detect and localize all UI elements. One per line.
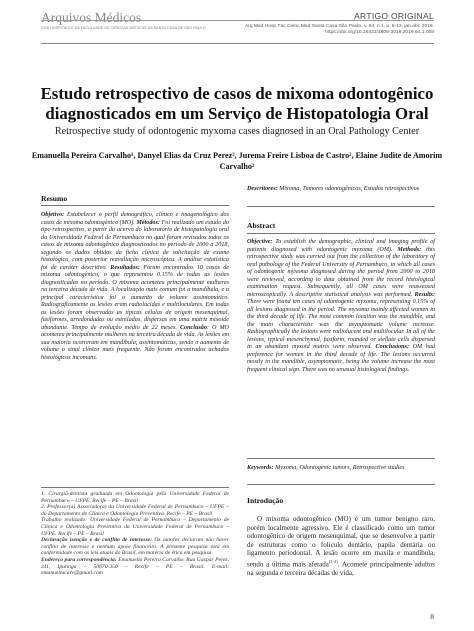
author-list: Emanuella Pereira Carvalho¹, Danyel Elias da Cruz Perez², Jurema Freire Lisboa de Castro², Elaine Judite de Amorim Carvalho² <box>31 151 443 171</box>
declaracao-text: Os autores declaram não haver conflito de interesse e nenhum apoio financeiro. A presente pesquisa está em conformidade com as leis atuais do Brasil, em matéria de ética em pesquisa. <box>41 537 229 557</box>
descritores-divider <box>247 206 435 207</box>
footnotes <box>41 491 229 577</box>
keywords <box>247 465 435 473</box>
footnote-trabalho: Trabalho realizado: Universidade Federal de Pernambuco – Departamento de Clínica e Odontologia Preventiva da Universidade Federal de Pernambuco – UFPE. Recife – PE – Brasil <box>41 517 229 537</box>
descritores-label: Descritores: <box>247 186 278 192</box>
conclusions-label: Conclusions: <box>375 344 409 350</box>
keywords-top-divider <box>247 458 435 459</box>
resultados-text: Foram encontrados 10 casos de mixoma odontogênico, o que representou 0.15% de todas as lesões diagnosticadas no período. O mixoma acometeu principalmente mulheres na terceira década de vida. A localização mais comum foi a mandíbula, e a principal característica foi o aumento de volume assintomático. Radiograficamente as lesões eram radiolúcidas e multiloculares. Em todas as lesões foram observadas as típicas células de origem mesenquimal, fusiformes, arredondadas ou estreladas, dispersas em uma matriz mixoide abundante. Tempo de evolução médio de 22 meses. <box>41 264 229 331</box>
header-bottom-divider <box>41 43 434 44</box>
intro-text <box>247 515 435 577</box>
resultados-label: Resultados: <box>110 264 140 271</box>
intro-paragraph: O mixoma odontogênico (MO) é um tumor benigno raro, porém localmente agressivo. Ele é classificado como um tumor odontogênico de origem mesenquimal, que se desenvolve a partir de estruturas como o folículo dentário, papila dentária ou ligamento periodontal. A lesão ocorre em maxila e mandíbula, sendo a última mais afetada <box>247 515 435 569</box>
footnote-endereco <box>41 557 229 577</box>
footnote-1: 1. Cirurgiã-dentista graduada em Odontologia pela Universidade Federal de Pernambuco – UFPE. Recife – PE – Brasil <box>41 491 229 504</box>
article-title-english: Retrospective study of odontogenic myxoma cases diagnosed in an Oral Pathology Center <box>54 126 420 137</box>
article-type-label: ARTIGO ORIGINAL <box>354 11 434 21</box>
metodos-label: Métodos: <box>136 219 160 226</box>
descritores-text: Mixoma, Tumores odontogênicos, Estudos retrospectivos <box>277 186 420 192</box>
footnote-2: 2. Professor(a) Associado(a) da Universidade Federal de Pernambuco – UFPE – do Departamento de Clínica e Odontologia Preventiva. Recife – PE – Brasil <box>41 504 229 517</box>
metodos-text: Foi realizado um estudo do tipo retrospectivo, a partir do acervo do laboratório de histopatologia oral da Universidade Federal de Pernambuco no qual foram revisados todos os casos de mixoma odontogênico diagnosticados no período de 2000 a 2018, segundo os dados obtidos da ficha clínica de solicitação de exame histológico, com posterior reavaliação microscópica. A análise estatística foi de caráter descritivo. <box>41 219 229 271</box>
intro-heading: Introdução <box>247 496 284 505</box>
objetivo-label: Objetivo: <box>41 212 65 218</box>
resumo-text <box>41 212 229 362</box>
endereco-text: Emanuella Pereira Carvalho. Rua Gaspar Perez, 311, Iputinga – 50670-350 – Recife – PE – Brasil. E-mail: emanuellacarv@gmail.com <box>41 556 229 577</box>
abstract-text <box>247 239 435 374</box>
endereco-label: Endereço para correspondência: <box>41 556 117 563</box>
objective-label: Objective: <box>247 239 273 245</box>
methods-text: this retrospective study was carried out from the collection of the laboratory of oral pathology of the Federal University of Pernambuco, in which all cases of odontogenic myxoma diagnosed during the period from 2000 to 2018 were reviewed, according to data obtained from the record histological examination request. Subsequently, all OM cases were reassessed microscopically. A descriptive statistical analysis was performed. <box>247 246 435 298</box>
resumo-divider <box>41 205 229 206</box>
objetivo-text: Estabelecer o perfil demográfico, clínico e imagenológico dos casos de mixoma odontogênico (MO). <box>41 212 229 226</box>
footnote-divider <box>41 487 229 488</box>
journal-logo-text: Arquivos Médicos <box>41 10 142 25</box>
conclusions-text: OM had preference for women in the third decade of life. The lesions occurred mostly in the mandible, asymptomatic, being the volume increase the most frequent clinical sign. There was no unusual histological findings. <box>247 344 435 373</box>
methods-label: Methods: <box>397 246 422 253</box>
keywords-label: Keywords: <box>247 465 274 471</box>
resumo-heading: Resumo <box>41 194 68 203</box>
intro-reference: (1-2) <box>328 558 338 564</box>
citation-block <box>245 24 434 36</box>
results-text: There were found ten cases of odontogenic myxoma, representing 0.15% of all lesions diagnosed in the period. The myxoma mainly affected women in the third decade of life. The most common location was the mandible, and the main characteristic was the asymptomatic volume increase. Radiographically the lesions were radiolucent and multilocular. In all of the lesions, typical mesenchymal, fusiform, rounded or stellate cells dispersed in an abundant myxoid matrix were observed. <box>247 299 435 350</box>
footnote-declaracao <box>41 537 229 557</box>
declaracao-label: Declaração isenção e de conflito de interesse: <box>41 537 152 544</box>
objective-text: To establish the demographic, clinical and imaging profile of patients diagnosed with odontogenic myxoma (OM). <box>247 239 435 253</box>
abstract-heading: Abstract <box>247 221 276 230</box>
keywords-bottom-divider <box>247 484 435 485</box>
journal-subtitle: DOS HOSPITAIS E DA FACULDADE DE CIÊNCIAS MÉDICAS DA SANTA CASA DE SÃO PAULO <box>41 26 206 30</box>
article-title: Estudo retrospectivo de casos de mixoma odontogênico diagnosticados em um Serviço de Histopatologia Oral <box>40 84 434 123</box>
conclusao-text: : O MO acometeu principalmente mulheres na terceira década de vida. As lesões em sua maioria ocorreram em mandíbula, assintomáticas, sendo o aumento de volume o sinal clínico mais frequente. Não foram encontrados achados histológicos incomuns. <box>41 324 229 361</box>
page-number: 8 <box>430 612 434 621</box>
keywords-text: Myxoma, Odontogenic tumors, Retrospective studies <box>273 465 405 471</box>
abstract-divider <box>247 233 435 234</box>
citation-line: Arq Med Hosp Fac Cienc Med Santa Casa São Paulo. v. 64, n.1, p. 8-13, jan.abr. 2019. <box>244 24 434 29</box>
descritores <box>247 186 435 194</box>
doi-link[interactable]: https://doi.org/10.26432/1809-3019.2019.64.1.008 <box>325 30 434 36</box>
results-label: Results: <box>414 291 435 298</box>
conclusao-label: Conclusão <box>179 324 207 331</box>
intro-paragraph-end: . Acomete principalmente adultos na segunda e terceira décadas de vida, <box>247 560 435 577</box>
